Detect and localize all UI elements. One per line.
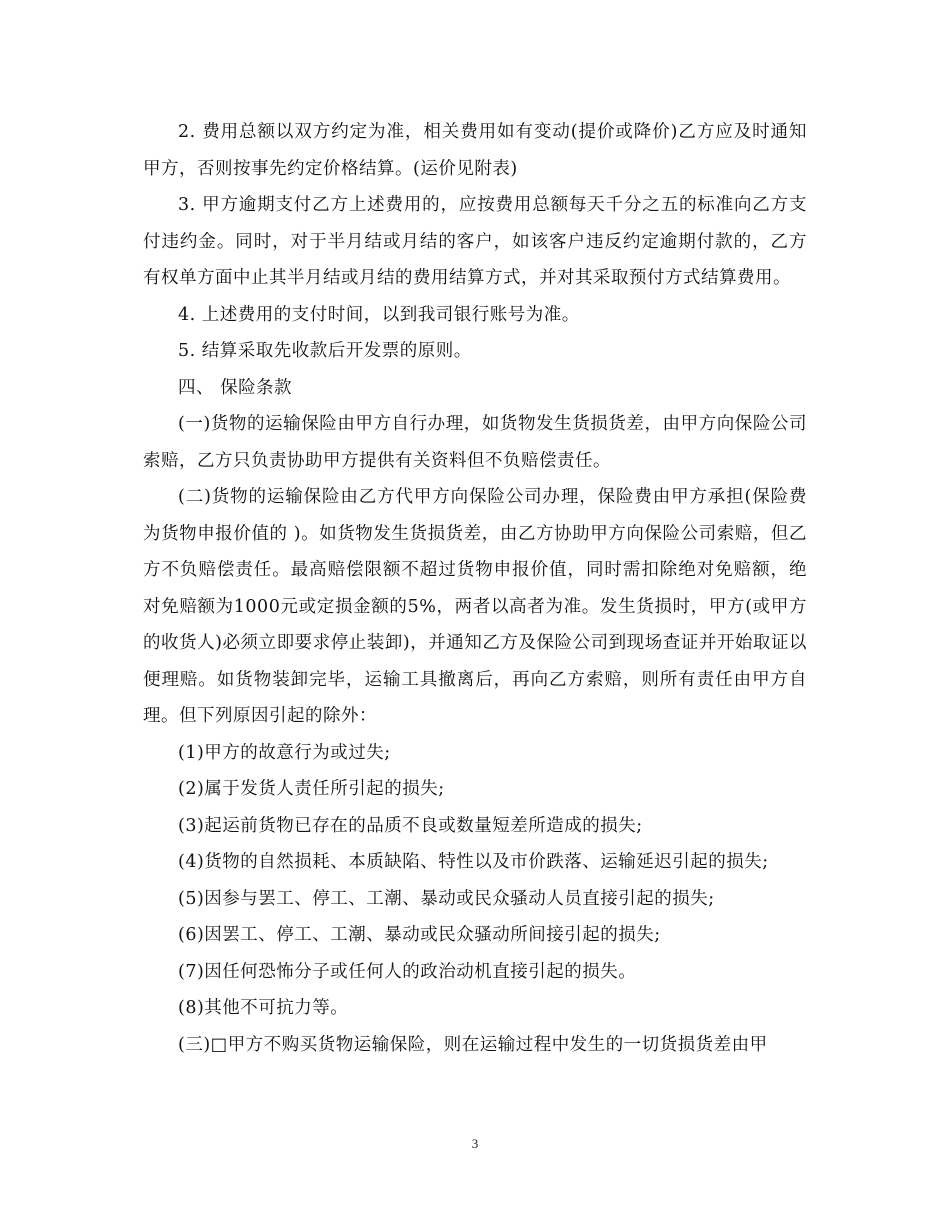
paragraph-insurance-clause-3: (三)□甲方不购买货物运输保险，则在运输过程中发生的一切货损货差由甲 xyxy=(178,1034,768,1055)
list-item-exclusion-8: (8)其他不可抗力等。 xyxy=(178,998,349,1018)
paragraph-payment-time: 4. 上述费用的支付时间，以到我司银行账号为准。 xyxy=(178,304,580,325)
list-item-exclusion-5: (5)因参与罢工、停工、工潮、暴动或民众骚动人员直接引起的损失; xyxy=(178,888,715,909)
section-heading-insurance: 四、 保险条款 xyxy=(178,377,293,398)
list-item-exclusion-1: (1)甲方的故意行为或过失; xyxy=(178,742,391,763)
paragraph-fee-total: 2. 费用总额以双方约定为准，相关费用如有变动(提价或降价)乙方应及时通知甲方，否则按事先约定价格结算。(运价见附表) xyxy=(143,122,807,179)
document-body xyxy=(143,114,807,1063)
paragraph-insurance-clause-1: (一)货物的运输保险由甲方自行办理，如货物发生货损货差，由甲方向保险公司索赔，乙方只负责协助甲方提供有关资料但不负赔偿责任。 xyxy=(143,414,807,471)
list-item-exclusion-7: (7)因任何恐怖分子或任何人的政治动机直接引起的损失。 xyxy=(178,961,637,982)
page-number: 3 xyxy=(471,1136,479,1151)
paragraph-invoice-principle: 5. 结算采取先收款后开发票的原则。 xyxy=(178,341,472,361)
list-item-exclusion-4: (4)货物的自然损耗、本质缺陷、特性以及市价跌落、运输延迟引起的损失; xyxy=(178,852,769,872)
paragraph-late-payment: 3. 甲方逾期支付乙方上述费用的，应按费用总额每天千分之五的标准向乙方支付违约金。同时，对于半月结或月结的客户，如该客户违反约定逾期付款的，乙方有权单方面中止其半月结或月结的费用结算方式，并对其采取预付方式结算费用。 xyxy=(143,195,807,288)
list-item-exclusion-3: (3)起运前货物已存在的品质不良或数量短差所造成的损失; xyxy=(178,815,643,836)
list-item-exclusion-6: (6)因罢工、停工、工潮、暴动或民众骚动所间接引起的损失; xyxy=(178,925,661,945)
list-item-exclusion-2: (2)属于发货人责任所引起的损失; xyxy=(178,779,445,799)
paragraph-insurance-clause-2: (二)货物的运输保险由乙方代甲方向保险公司办理，保险费由甲方承担(保险费为货物申报价值的 )。如货物发生货损货差，由乙方协助甲方向保险公司索赔，但乙方不负赔偿责任。最高赔偿限额不超过货物申报价值，同时需扣除绝对免赔额，绝对免赔额为1000元或定损金额的5%，两者以高者为准。发生货损时，甲方(或甲方的收货人)必须立即要求停止装卸)，并通知乙方及保险公司到现场查证并开始取证以便理赔。如货物装卸完毕，运输工具撤离后，再向乙方索赔，则所有责任由甲方自理。但下列原因引起的除外： xyxy=(143,487,807,726)
